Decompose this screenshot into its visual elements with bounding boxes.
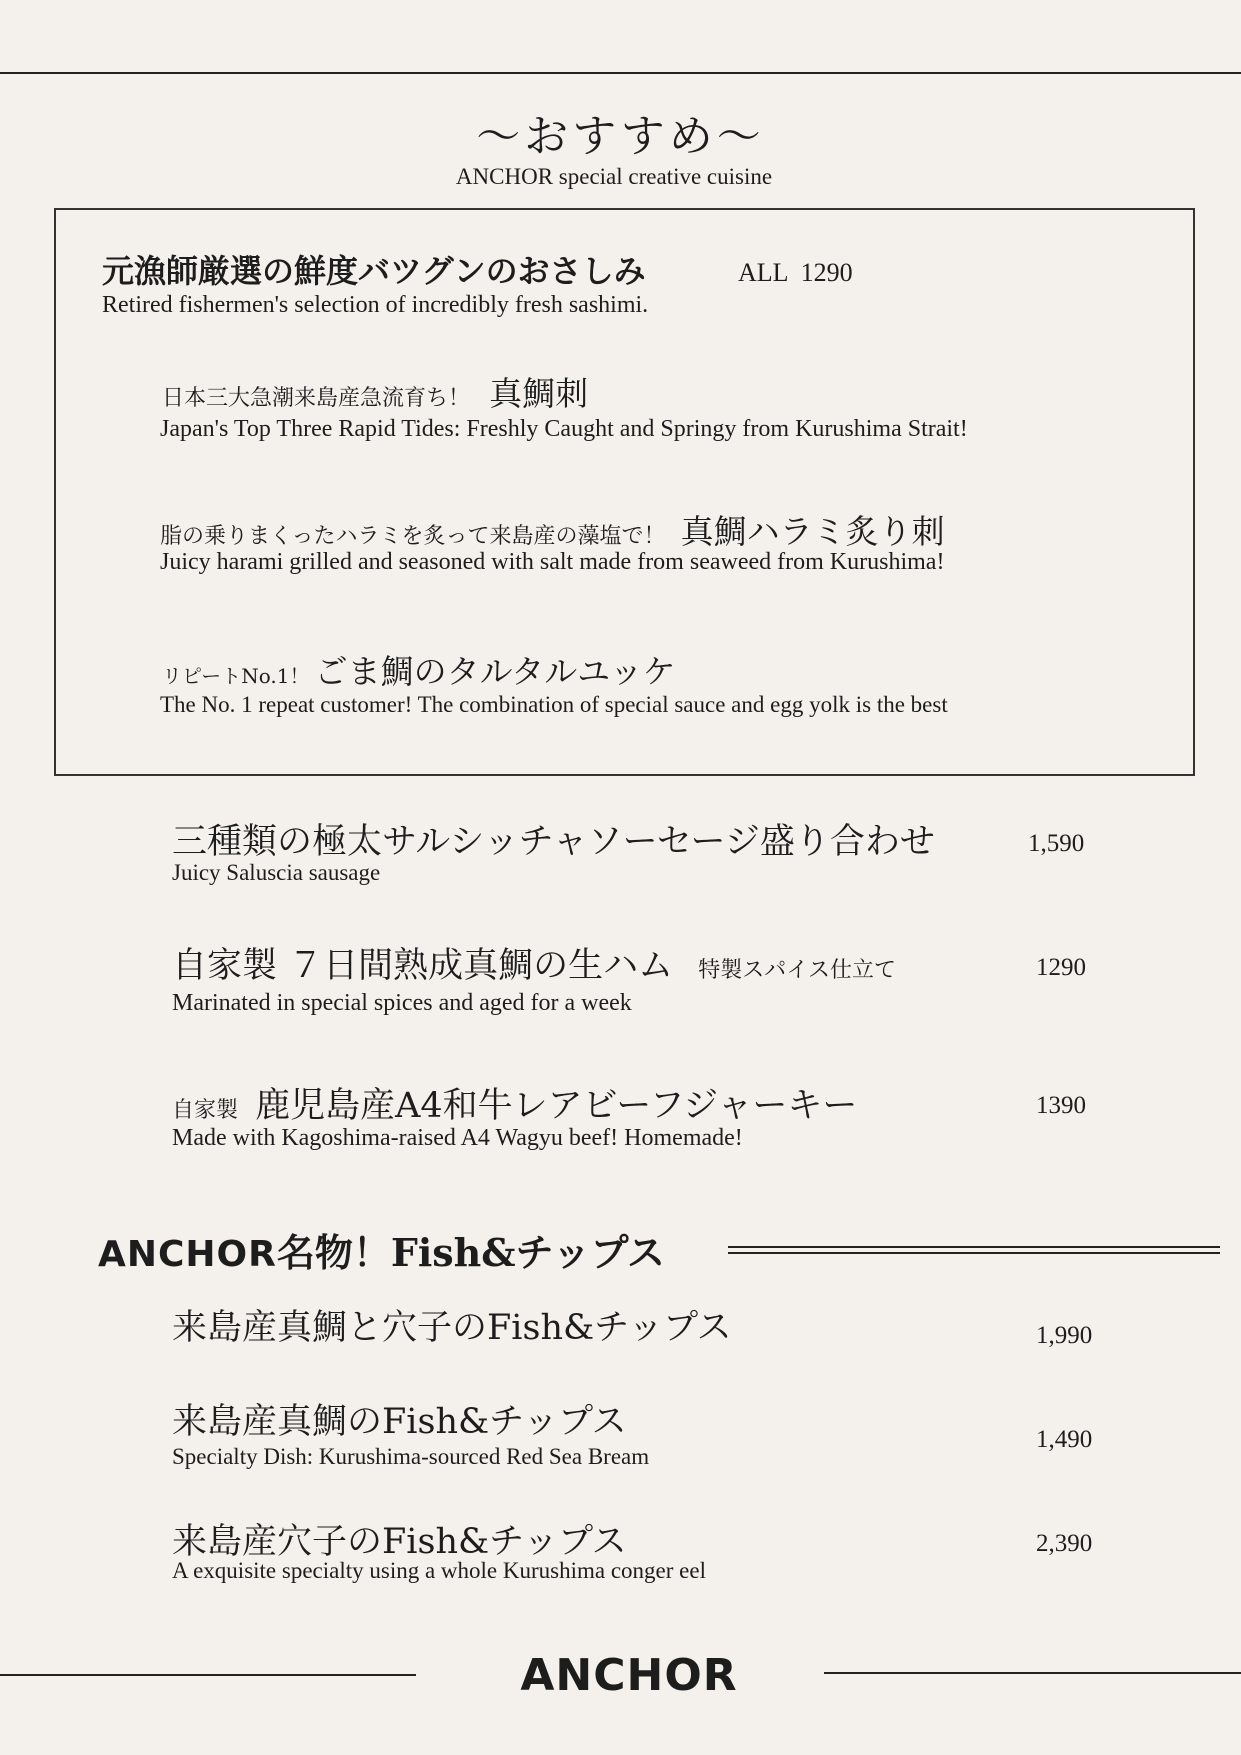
special-item-3 xyxy=(172,1078,857,1128)
special-item-name: 三種類の極太サルシッチャソーセージ盛り合わせ xyxy=(172,822,935,862)
special-item-name: 自家製 ７日間熟成真鯛の生ハム xyxy=(172,946,674,986)
special-item-description: Made with Kagoshima-raised A4 Wagyu beef! Homemade! xyxy=(172,1125,743,1151)
sashimi-item-name: ごま鯛のタルタルユッケ xyxy=(314,652,676,691)
fish-item-name: 来島産穴子のFish&チップス xyxy=(172,1522,627,1562)
special-item-name: 鹿児島産A4和牛レアビーフジャーキー xyxy=(255,1086,858,1126)
sashimi-item-prefix: リピートNo.1！ xyxy=(162,664,310,688)
sashimi-item-description: The No. 1 repeat customer! The combination of special sauce and egg yolk is the best xyxy=(160,692,948,717)
sashimi-title: 元漁師厳選の鮮度バツグンのおさしみ xyxy=(102,252,646,290)
sashimi-description: Retired fishermen's selection of incredibly fresh sashimi. xyxy=(102,292,649,318)
page-subtitle: ANCHOR special creative cuisine xyxy=(455,164,773,189)
special-item-2 xyxy=(172,938,896,988)
fish-item-description: A exquisite specialty using a whole Kurushima conger eel xyxy=(172,1558,706,1583)
section-double-rule xyxy=(728,1246,1220,1254)
special-item-price: 1290 xyxy=(1036,954,1086,981)
footer-anchor-logo: ANCHOR xyxy=(520,1650,738,1701)
fish-item-name: 来島産真鯛のFish&チップス xyxy=(172,1402,627,1442)
anchor-logo: ANCHOR xyxy=(98,1234,277,1275)
sashimi-item-name: 真鯛刺 xyxy=(489,374,589,413)
fish-item-price: 1,490 xyxy=(1036,1426,1093,1453)
special-item-description: Juicy Saluscia sausage xyxy=(172,860,381,885)
sashimi-item-1 xyxy=(162,368,588,415)
special-item-price: 1390 xyxy=(1036,1092,1086,1119)
fish-section-heading xyxy=(98,1222,665,1277)
special-item-note: 特製スパイス仕立て xyxy=(698,958,897,983)
special-item-prefix: 自家製 xyxy=(172,1098,239,1123)
page-title: ～おすすめ～ xyxy=(476,111,765,162)
special-item-price: 1,590 xyxy=(1028,830,1085,857)
top-rule xyxy=(0,72,1241,74)
fish-item-description: Specialty Dish: Kurushima-sourced Red Sea Bream xyxy=(172,1444,650,1469)
sashimi-item-prefix: 脂の乗りまくったハラミを炙って来島産の藻塩で！ xyxy=(160,524,666,549)
sashimi-item-2 xyxy=(160,506,945,553)
special-item-description: Marinated in special spices and aged for a week xyxy=(172,990,632,1016)
fish-section-title: 名物！Fish&チップス xyxy=(276,1230,665,1275)
sashimi-item-3 xyxy=(162,646,676,693)
fish-item-name: 来島産真鯛と穴子のFish&チップス xyxy=(172,1308,732,1348)
footer-rule-right xyxy=(824,1672,1241,1674)
sashimi-price: ALL 1290 xyxy=(738,258,853,287)
sashimi-item-description: Juicy harami grilled and seasoned with salt made from seaweed from Kurushima! xyxy=(160,549,945,575)
sashimi-item-description: Japan's Top Three Rapid Tides: Freshly Caught and Springy from Kurushima Strait! xyxy=(160,416,968,442)
fish-item-price: 1,990 xyxy=(1036,1322,1093,1349)
sashimi-item-prefix: 日本三大急潮来島産急流育ち！ xyxy=(162,386,471,411)
fish-item-price: 2,390 xyxy=(1036,1530,1093,1557)
sashimi-item-name: 真鯛ハラミ炙り刺 xyxy=(680,512,945,551)
